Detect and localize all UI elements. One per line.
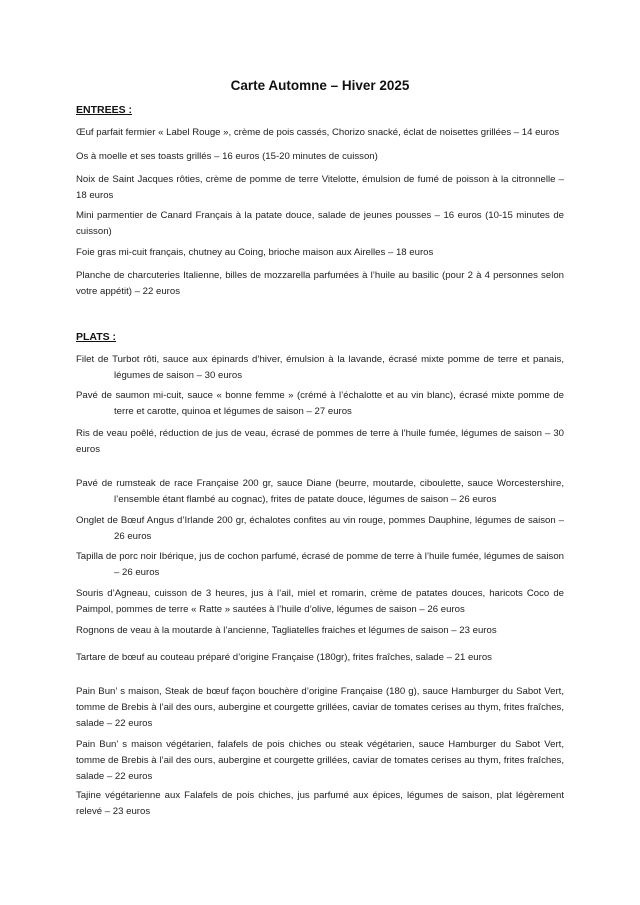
- plat-item: Tapilla de porc noir Ibérique, jus de cochon parfumé, écrasé de pomme de terre à l’huile fumée, légumes de saison – 26 euros: [76, 551, 564, 578]
- plat-item: Pavé de saumon mi-cuit, sauce « bonne femme » (crémé à l’échalotte et au vin blanc), écrasé mixte pomme de terre et carotte, quinoa et légumes de saison – 27 euros: [76, 390, 564, 417]
- plat-item: Filet de Turbot rôti, sauce aux épinards d’hiver, émulsion à la lavande, écrasé mixte pomme de terre et panais, légumes de saison – 30 euros: [76, 354, 564, 381]
- entrees-heading: ENTREES :: [76, 104, 133, 116]
- entree-item: Planche de charcuteries Italienne, billes de mozzarella parfumées à l’huile au basilic (pour 2 à 4 personnes selon votre appétit) – 22 euros: [76, 270, 564, 297]
- plat-item: Rognons de veau à la moutarde à l’ancienne, Tagliatelles fraiches et légumes de saison – 23 euros: [76, 625, 497, 636]
- entree-item: Mini parmentier de Canard Français à la patate douce, salade de jeunes pousses – 16 euros (10-15 minutes de cuisson): [76, 210, 564, 237]
- plat-item: Ris de veau poêlé, réduction de jus de veau, écrasé de pommes de terre à l’huile fumée, légumes de saison – 30 euros: [76, 428, 564, 455]
- page-title: Carte Automne – Hiver 2025: [230, 78, 410, 93]
- plat-item: Tajine végétarienne aux Falafels de pois chiches, jus parfumé aux épices, légumes de saison, plat légèrement relevé – 23 euros: [76, 790, 564, 817]
- entree-item: Foie gras mi-cuit français, chutney au Coing, brioche maison aux Airelles – 18 euros: [76, 247, 434, 258]
- entree-item: Noix de Saint Jacques rôties, crème de pomme de terre Vitelotte, émulsion de fumé de poisson à la citronnelle – 18 euros: [76, 174, 564, 201]
- plat-item: Pain Bun’ s maison végétarien, falafels de pois chiches ou steak végétarien, sauce Hamburger du Sabot Vert, tomme de Brebis à l’ail des ours, aubergine et courgette grillées, caviar de tomates cerises au thym, frites fraîches, salade – 22 euros: [76, 739, 564, 782]
- entree-item: Os à moelle et ses toasts grillés – 16 euros (15-20 minutes de cuisson): [76, 151, 378, 162]
- plats-heading: PLATS :: [76, 331, 117, 343]
- plat-item: Pavé de rumsteak de race Française 200 gr, sauce Diane (beurre, moutarde, ciboulette, sauce Worcestershire, l’ensemble étant flambé au cognac), frites de patate douce, légumes de saison – 26 euros: [76, 478, 564, 505]
- plat-item: Onglet de Bœuf Angus d’Irlande 200 gr, échalotes confites au vin rouge, pommes Dauphine, légumes de saison – 26 euros: [76, 515, 564, 542]
- plat-item: Souris d’Agneau, cuisson de 3 heures, jus à l’ail, miel et romarin, crème de patates douces, haricots Coco de Paimpol, pommes de terre « Ratte » sautées à l’huile d’olive, légumes de saison – 26 euros: [76, 588, 564, 615]
- entree-item: Œuf parfait fermier « Label Rouge », crème de pois cassés, Chorizo snacké, éclat de noisettes grillées – 14 euros: [76, 127, 560, 138]
- plat-item: Pain Bun’ s maison, Steak de bœuf façon bouchère d’origine Française (180 g), sauce Hamburger du Sabot Vert, tomme de Brebis à l’ail des ours, aubergine et courgette grillées, caviar de tomates cerises au thym, frites fraîches, salade – 22 euros: [76, 686, 564, 729]
- plat-item: Tartare de bœuf au couteau préparé d’origine Française (180gr), frites fraîches, salade – 21 euros: [76, 652, 492, 663]
